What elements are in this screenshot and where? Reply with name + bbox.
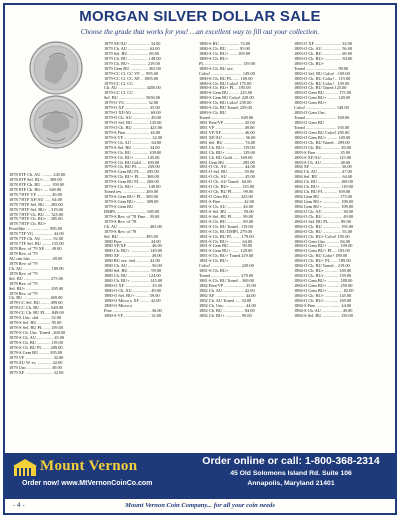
price-list-item: 1880-O Sel. BU+ ............ 59.00 (104, 293, 160, 298)
price-list-item: Sel. BU+ ...................... 295.00 (9, 286, 64, 291)
price-list-item: 1879 Ch. BU+ ............... 219.00 (104, 61, 160, 66)
price-list-item: 1884 Ch. BU+ .................. 119.00 (294, 185, 354, 190)
price-list-item: Color! ........................... 149.00 (294, 106, 349, 111)
price-list-item: 1878 Rev. of '79 (9, 281, 38, 286)
price-list-item: 1880-S Ch. BU PL ...... 169.00 (199, 76, 253, 81)
price-list-item: 1880-S Ch. BU+ ....... 109.00 (199, 51, 251, 56)
price-list-item: 1878 8TF Ch. AU .......... 245.00 (9, 173, 66, 177)
morgan-dollar-reverse-icon (30, 96, 82, 148)
price-list-item: 1884 XF ............................ 36.00 (294, 165, 352, 170)
price-list-item: 1884-O Ch. BU+ ............ 169.00 (294, 269, 352, 274)
price-list-item: 1878-S Ch. BU ............ 119.00 (9, 340, 63, 345)
price-list-item: 1882 Ch. BU+ .............. 99.00 (199, 313, 252, 318)
price-list-item: 1878 7TF Sel. BU ........ 155.00 (9, 242, 64, 247)
price-list-item: 1882 Ch. AU Toned ..... 34.00 (199, 298, 252, 303)
price-list-item: 1878 7/8TF XF/AU ...... 64.00 (9, 197, 62, 202)
footer-tagline: Mount Vernon Coin Company... for all your coin needs (125, 502, 275, 509)
price-list-item: 1879-S Ch. BU+ ........... 145.00 (104, 155, 160, 160)
price-list-item: 1883-O Gem BU ............ 175.00 (294, 91, 352, 96)
price-list-item: 1880 Fine ......................... 44.00 (104, 239, 161, 244)
price-list-item: 1879-S Gem BU PL ..... 269.00 (104, 180, 159, 185)
price-list-item: 1881 Ch. BU+ ............... 119.00 (199, 145, 255, 150)
price-list-item: 1883-S Ch. AU ................ 48.00 (294, 160, 351, 165)
price-list-item: 1878 Rev. of '79 (9, 261, 38, 266)
price-list-item: DMPL ........................... 685.00 (104, 209, 160, 214)
price-list-item: 1881-S Ch. BU+ ........... 64.00 (199, 239, 253, 244)
price-list-item: 1884 Sel. BU ..................... 64.00 (294, 175, 353, 180)
price-list-item: 1884-O Ch. BU+ ............ 159.00 (294, 274, 352, 279)
price-list-item: 1881-O Ch. AU ............... 45.00 (199, 175, 255, 180)
price-list-item: 1881-S Ch. BU DMPL 279.00 (199, 229, 252, 234)
price-list-item: 1884-O Ch. BU Toned .. 219.00 (294, 264, 350, 269)
price-list-item: 1881-S Ch. BU Toned . 119.00 (199, 224, 253, 229)
price-list-item: 1883-O Gem Unc. (294, 111, 327, 116)
price-list-item: Sel. BU ........................ 275.00 (9, 276, 63, 281)
price-list-item: Ch. AU ......................... 4450.00 (104, 86, 161, 91)
price-list-item: 1884-O Ch. BU ................ 195.00 (294, 224, 354, 229)
price-list-item: 1879-CC Cl. CC (104, 81, 134, 86)
price-list-item: 1884-O Sel. BU PL .......... 89.00 (294, 219, 351, 224)
price-list-item: 1884-O Gem BU+ ........... 109.00 (294, 244, 353, 249)
price-list-item: 1879-O Ch. AU ................ 49.00 (104, 116, 161, 121)
price-list-item: 1880-S BU .................. 74.00 (199, 42, 251, 46)
price-list-item: 1879 Sel. BU .................. 69.00 (104, 51, 160, 56)
price-list-item: 1879-O XF ...................... 35.00 (104, 106, 160, 111)
price-list-item: AU rim hits ................... 49.00 (9, 256, 63, 261)
price-list-item: 1880 BU sev. cbd. ........... 42.00 (104, 259, 160, 264)
price-list-item: 1883-O Ch. BU+ ............... 84.00 (294, 56, 353, 61)
price-list-item: 1879 Gem BU ................ 365.00 (104, 66, 161, 71)
price-column-2 (104, 42, 196, 319)
price-list-item: 1880 Ch. BU .................. 124.00 (104, 274, 161, 279)
price-list-item: 1878 7/8TF Ch. BU+ (9, 222, 47, 227)
price-list-item: 1884-O Gem BU+ ........... 259.00 (294, 283, 353, 288)
price-list-item: 1882 Ch. BU ................... 84.00 (199, 308, 255, 313)
price-list-item: 1881-S Ch. AU .............. 46.00 (199, 204, 254, 209)
price-list-item: 1881-O Gem BU ......... 225.00 (199, 195, 253, 200)
price-list-item: 1880-O XF ........................ 35.00 (104, 283, 162, 288)
price-list-item: 1881 VF/XF .................... 46.00 (199, 130, 255, 135)
price-list-item: 1879-O XF/AU ................ 69.00 (104, 111, 161, 116)
price-list-item: 1879-S Ch. BU+ ............ 149.00 (104, 185, 161, 190)
price-list-item: 1879-S Ch. BU Gold .... 169.00 (104, 160, 160, 165)
price-list-item: Toned ............................. 99.00 (294, 66, 349, 71)
price-list-item: 1880-S Gem BU Color! 229.00 (199, 96, 254, 101)
price-list-item: 1878-S Ch. Unc. Toned ..268.00 (9, 331, 66, 335)
price-list-item: 1879 Unc. ..................... 49.00 (9, 365, 62, 370)
price-list-item: Fine ................................... 36.00 (104, 308, 162, 313)
price-list-item: 1880-S Ch. BU sev. (199, 66, 234, 71)
price-list-item: 1878 7/8TF Sel. BU .... 285.00 (9, 202, 63, 207)
price-list-item: 1884-O Gem BU+ ........... 189.00 (294, 279, 353, 283)
price-list-item: 1882 Ch. AU ................... 42.00 (199, 288, 255, 293)
price-list-item: 1878-CC Ch. BU PL .... 849.00 (9, 311, 64, 316)
price-list-item: 1884-O Gem Unc. ........... 84.00 (294, 239, 351, 244)
price-column-3 (199, 42, 291, 319)
price-list-item: 1881-S Ch. BU+ (199, 269, 229, 274)
price-list-item: 1883-S XF/AU ............... 125.00 (294, 155, 352, 160)
address-line-1: 45 Old Solomons Island Rd. Suite 106 (230, 470, 352, 477)
price-list-item: 1884 Gem BU ................. 175.00 (294, 195, 352, 200)
price-list-item: Prooflike ..................... 985.00 (9, 227, 63, 232)
price-list-item: 1881 Sel. BU ................... 74.00 (199, 140, 256, 145)
price-list-item: 1878-S Ch. BU PL ...... 209.00 (9, 345, 63, 350)
price-list-item: 1878 8TF Sel. BU+ .... 309.00 (9, 177, 62, 182)
price-list-item: Toned rev. .................... 269.00 (104, 190, 159, 195)
price-list-item: 1880-S Ch. BU+ PL .. 195.00 (199, 86, 251, 91)
price-list-item: 1878 7/8TF VF ............. 49.00 (9, 192, 63, 197)
price-list-item: 1881-S Gem BU+ ....... 129.00 (199, 249, 253, 254)
price-list-item: 1879-S Gem BU+ ........ 389.00 (104, 200, 159, 204)
price-list-item: 1880 XF ............................ 49.00 (104, 254, 162, 259)
price-list-item: 1883-O Ch. BU Toned 125.00 (294, 86, 347, 91)
brand-logo[interactable] (10, 456, 180, 496)
price-list-item: 1878 7/8TF Ch. BU ..... 325.00 (9, 212, 64, 217)
price-list-item: 1884-O Ch. BU ................. 55.00 (294, 229, 353, 234)
price-list-item: 1879-S Ch. BU PL ........ 239.00 (104, 165, 160, 170)
price-list-item: 1881-S Fine .................... 42.00 (199, 200, 255, 204)
price-list-item: 1880 Ch. BU+ ................. 145.00 (104, 279, 163, 283)
page-subtitle: Choose the grade that works for you! …an excellent way to fill out your collection. (80, 28, 320, 36)
price-list-item: 1878 Rev. of '79 (9, 252, 38, 256)
price-list-item: 1878-S Sel. BU PL ...... 159.00 (9, 326, 64, 331)
price-list-item: 1882 Fine/VF ................... 35.00 (199, 283, 256, 288)
price-list-item: 1880-O Micro o (104, 303, 133, 308)
price-column-4 (294, 42, 389, 319)
price-list-item: 1883-O Ch. BU ................ 39.00 (294, 145, 351, 150)
price-list-item: 1880 Sel. BU .................... 99.00 (104, 269, 162, 274)
price-list-item: 1879-S Ch. AU ................. 64.00 (104, 140, 162, 145)
price-list-item: 1878-S Gem BU ......... 395.00 (9, 350, 63, 355)
price-list-item: 1880-S Ch. BU Toned. 259.00 (199, 106, 252, 111)
price-list-item: 1878-CC Ch. BU ......... 649.00 (9, 306, 64, 311)
price-list-item: 1884-O Ch. BU Color! 189.00 (294, 254, 348, 259)
price-list-item: 1878 7/8TF Ch. BU+ .. 385.00 (9, 217, 63, 222)
price-list-item: 1879-CC Cl. CC XF .. 1895.00 (104, 76, 159, 81)
price-list-item: 1879-CC Cl. CC VF .... 995.00 (104, 71, 159, 76)
price-list-item: 1883-O Gem BU+ (294, 101, 327, 106)
price-list-item: 1881 Ch. BU+ ............... 129.00 (199, 150, 255, 155)
price-list-item: 1878 Rev. of '79 XF ..... 49.00 (9, 247, 62, 252)
price-list-item: 1878-S Sel. BU ............ 95.00 (9, 321, 62, 326)
price-list-item: Sel. BU ........................ 495.00 (104, 234, 158, 239)
price-list-item: 1880-S Ch. BU Color! 175.00 (199, 81, 252, 86)
price-list-item: 1879-O Ch. BU ............... 425.00 (104, 125, 163, 130)
price-column-1 (9, 173, 101, 375)
price-list-item: 1883-O XF ........................ 34.00 (294, 42, 352, 46)
address-line-2: Annapolis, Maryland 21401 (247, 480, 335, 487)
brand-url-link[interactable]: Order now! www.MtVernonCoinCo.com (22, 480, 153, 487)
price-list-item: 1879-S Rev. of '78 (104, 229, 137, 234)
price-list-item: 1884 Ch. BU .................... 169.00 (294, 180, 353, 185)
price-list-item: 1884-S Ch. AU .................. 49.00 (294, 308, 353, 313)
price-list-item: 1884 Ch. AU ..................... 47.00 (294, 170, 352, 175)
price-list-item: 1878-S Ch. AU ............... 45.00 (9, 335, 65, 340)
price-list-item: 1884-S Sel. BU ................ 159.00 (294, 313, 353, 318)
price-list-item: 1878 Rev. of '79 (9, 291, 38, 296)
price-list-item: 1879-S Gem BU+ PL .. 369.00 (104, 195, 158, 200)
price-list-item: 1878 7TF VG ................. 44.00 (9, 232, 64, 237)
price-list-item: 1883-O Ch. BU ................. 69.00 (294, 51, 353, 56)
price-list-item: 1883-O Ch. BU Color! .. 119.00 (294, 76, 351, 81)
price-list-item: Toned ............................ 169.00 (294, 116, 350, 121)
price-list-item: 1881 Gem BU ............... 285.00 (199, 160, 255, 165)
price-list-item: 1879 XF/AU .................... 34.00 (104, 42, 161, 46)
price-list-item: 1878 Rev. of '79 (9, 271, 38, 276)
price-list-item: 1880 Ch. AU ..................... 56.00 (104, 264, 162, 269)
footer-banner (5, 453, 395, 499)
price-list-item: 1881 XF/AU .................... 56.00 (199, 135, 256, 140)
price-list-item: 1883-O Ch. BU Toned .. 299.00 (294, 140, 350, 145)
price-list-item: 1880-S VF ........................ 32.00 (104, 313, 162, 318)
morgan-coin-images (9, 40, 103, 150)
price-list-item: 1879 Ch. BU .................. 149.00 (104, 56, 161, 61)
price-list-item: 1879-O Sel. BU .............. 145.00 (104, 121, 162, 125)
price-list-item: 1884-O Ch. BU+ PL ...... 189.00 (294, 259, 351, 264)
price-list-item: PL .................................. 139.00 (199, 61, 255, 66)
price-list-item: 1884-O Gem BU+ .............. 82.00 (294, 288, 354, 293)
price-list-item: 1879-S Gem BU (104, 204, 134, 209)
price-list-item: Ch. BU ........................ 469.00 (9, 296, 63, 301)
price-list-item: 1878 7/8TF Sel. BU+ .. 319.00 (9, 207, 63, 212)
price-list-item: 1879-O VG .................... 32.00 (104, 101, 159, 106)
price-list-item: 1879-S Gem BU PL ..... 295.00 (104, 170, 159, 175)
price-list-item: 1878-S Unc. cbd. ......... 52.00 (9, 316, 62, 321)
price-list-item: 1884-O Ch. AU .................. 38.00 (294, 209, 354, 214)
price-list-item: 1884-O Ch. BU+ ............ 145.00 (294, 293, 352, 298)
price-list-item: 1880 VF/XF ...................... 46.00 (104, 244, 162, 249)
price-list-item: Color! ........................... 229.00 (199, 264, 254, 269)
price-list-item: 1879-CC Cl. CC (104, 91, 134, 96)
price-list-item: 1878-CC Sel. BU ........ 499.00 (9, 301, 63, 306)
price-list-item: 1881-S Sel. BU PL ........ 99.00 (199, 214, 254, 219)
price-list-item: 1878 7TF Ch. AU .......... 92.00 (9, 237, 64, 242)
price-list-item: 1881-S Sel. BU .............. 59.00 (199, 209, 254, 214)
price-list-item: 1878 8TF Ch. BU ......... 359.00 (9, 182, 65, 187)
price-list-item: 1883-S Fine ..................... 35.00 (294, 150, 351, 155)
price-list-item: 1881-S Ch. BU PL ....... 179.00 (199, 234, 254, 239)
price-list-item: 1881 Ch. BU Gold ...... 169.00 (199, 155, 253, 160)
price-list-item: 1881-S Ch. BU+ Toned 219.00 (199, 254, 254, 259)
price-list-item: 1883-O Gem BU (294, 121, 324, 125)
price-list-item: 1883-O Ch. BU Color! . 139.00 (294, 81, 350, 86)
price-list-item: 1882 XF ........................... 44.00 (199, 293, 256, 298)
price-list-item: Ch. AU ......................... 189.00 (9, 266, 64, 271)
price-list-item: 1878 8TF Ch. BU+ .... 649.00 (9, 187, 62, 192)
price-list-item: 1881-O Sel. BU .............. 59.00 (199, 170, 255, 175)
price-list-item: 1880-O Ch. AU ................ 49.00 (104, 288, 161, 293)
price-list-item: 1879-S Rev. of '78 Fine .. 39.00 (104, 214, 160, 219)
price-list-item: 1879 VF ......................... 32.00 (9, 355, 64, 360)
price-list-item: 1883-O Gem BU Color! 295.00 (294, 130, 350, 135)
price-list-item: 1880 Ch. BU+ ................. 149.00 (104, 249, 163, 254)
price-list-item: 1881 Fine/VF .................. 45.00 (199, 121, 255, 125)
price-list-item: Toned ............................ 195.00 (294, 125, 350, 130)
price-list-item: Ch. AU ............................ 465.00 (104, 224, 162, 229)
price-list-item: 1881-S Ch. BU Toned .. 369.00 (199, 279, 255, 283)
price-list-item: 1883-O Ch. AU ................. 56.00 (294, 46, 353, 51)
price-list-item: 1881 VF .......................... 49.00 (199, 125, 255, 130)
price-list-item: 1884-O Ch. BU .................. 49.00 (294, 214, 354, 219)
price-list-item: 1883-O Sel. BU Color! . 109.00 (294, 71, 350, 76)
price-list-item: 1879-S VF ......................... 32.00 (104, 135, 163, 140)
morgan-dollar-obverse-icon (30, 42, 82, 94)
price-list-item: 1880-O Micro o XF ......... 42.00 (104, 298, 161, 303)
price-list-item: 1881-O Ch. AU ............... 44.00 (199, 165, 255, 170)
price-list-item: 1881-S Gem BU ........... 99.00 (199, 244, 253, 249)
mount-vernon-logo-icon (12, 458, 38, 478)
price-list-item: 1879-S Fine ..................... 44.00 (104, 130, 161, 135)
price-list-item: 1879-S Rev. of '78 (104, 219, 137, 224)
price-list-item: 1880-S Ch. BU Color! 239.00 (199, 101, 252, 106)
price-list-item: Toned ........................... 279.00 (199, 274, 254, 279)
price-list-item: 1879 Ch. AU ................... 62.00 (104, 46, 160, 51)
price-list-item: 1884 Gem BU+ ................ 199.00 (294, 200, 354, 204)
price-list-item: 1881-O Ch. BU+ .......... 135.00 (199, 185, 255, 190)
catalog-page (3, 3, 397, 515)
price-list-item: 1881-O Ch. BU PL ........ 99.00 (199, 190, 254, 195)
price-list-item: 1880-S Ch. BU (199, 111, 226, 116)
price-list-item: 1880-S Gem BU ......... 225.00 (199, 91, 253, 96)
price-list-item: 1884-S Fine ...................... 44.00 (294, 303, 352, 308)
price-list-item: Toned ........................... 649.00 (199, 116, 254, 121)
page-number: - 4 - (13, 502, 25, 509)
price-list-item: 1879 XF ......................... 32.00 (9, 370, 64, 375)
brand-name: Mount Vernon (40, 458, 138, 474)
price-list-item: Color! ............................ 149.00 (199, 71, 255, 76)
price-list-item: 1881-O Ch. AU Toned . 64.00 (199, 180, 252, 185)
price-list-item: 1884-O Gem BU+ PL ... 105.00 (294, 249, 350, 254)
price-list-item: 1881-S Ch. BU+ (199, 259, 229, 264)
price-list-item: 1879-S Sel. BU ............... 34.00 (104, 145, 160, 150)
price-list-item: 1879-S Ch. BU ............... 109.00 (104, 150, 162, 155)
price-list-item: 1884 Gem BU+ ................ 109.00 (294, 204, 354, 209)
order-phone-line[interactable]: Order online or call: 1-800-368-2314 (202, 455, 380, 467)
price-list-item: 1880-S Ch. BU ........... 95.00 (199, 46, 250, 51)
price-list-item: 1880-S Ch. BU+ (199, 56, 229, 61)
price-list-item: 1879-S Ch. BU+ PL ..... 369.00 (104, 175, 159, 180)
price-list-item: 1884-O Ch. BU+ ............ 169.00 (294, 298, 352, 303)
price-list-item: 1881-S Ch. BU .............. 89.00 (199, 219, 254, 224)
price-list-item: 1879 AU W. sv. ............. 42.00 (9, 360, 63, 365)
price-list-item: 1883-O Gem BU+ ......... 149.00 (294, 135, 351, 140)
page-title: MORGAN SILVER DOLLAR SALE (79, 8, 321, 25)
price-list-item: 1883-O Gem BU+ ......... 149.00 (294, 96, 351, 101)
price-list-item: 1883-O Ch. BU+ (294, 61, 325, 66)
price-list-item: Sel. BU ........................ 5650.00 (104, 96, 161, 101)
price-list-item: 1884 Ch. BU PL ............ 169.00 (294, 190, 351, 195)
price-list-item: 1882 Ch. Unc. .................. 44.00 (199, 303, 256, 308)
price-list-item: 1884-O Ch. BU+ Color! 195.00 (294, 234, 350, 239)
